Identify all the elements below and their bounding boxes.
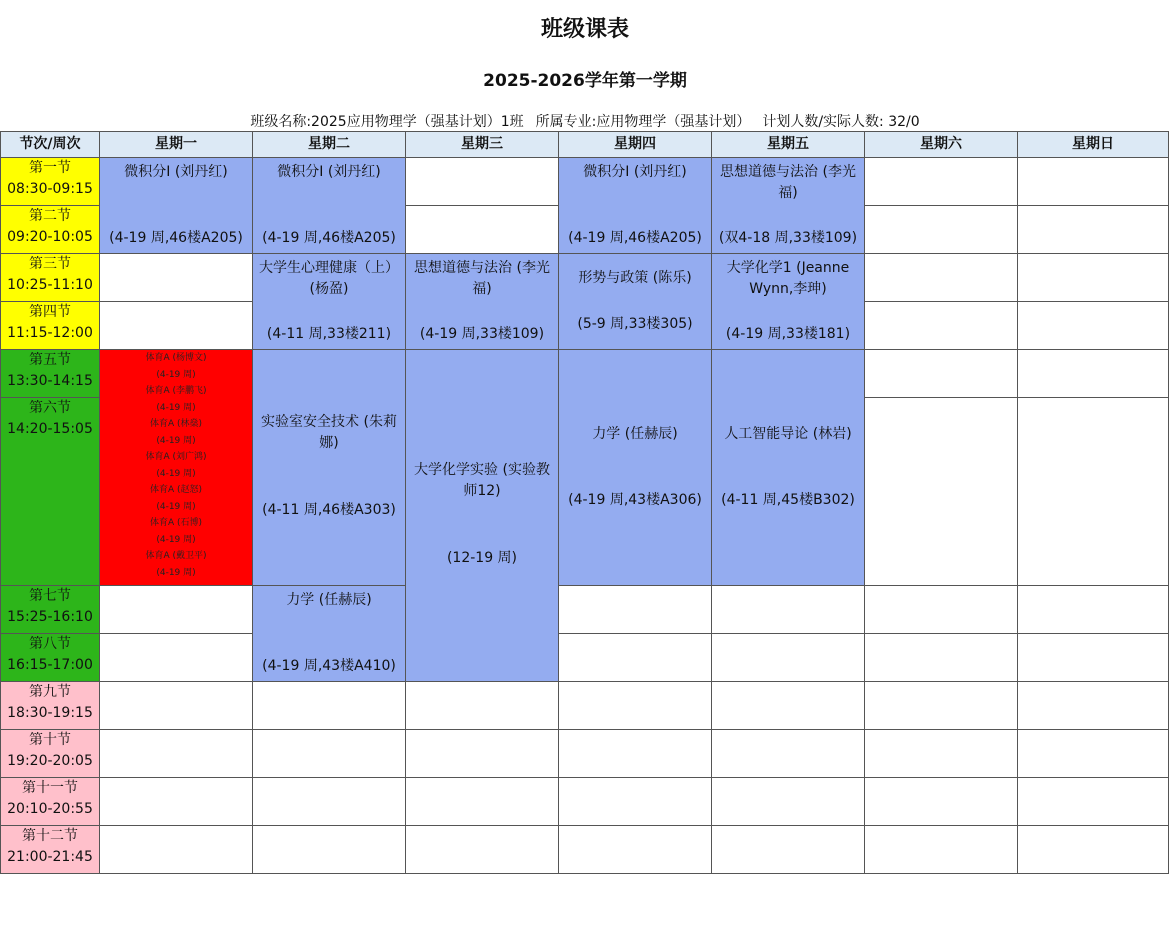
- timetable: [0, 131, 1169, 874]
- empty-cell: [712, 778, 865, 826]
- header-fri: 星期五: [712, 132, 865, 158]
- course-cell-fri-5[interactable]: 人工智能导论 (林岩) (4-11 周,45楼B302): [712, 350, 865, 586]
- empty-cell: [865, 350, 1018, 398]
- header-section: 节次/周次: [1, 132, 100, 158]
- table-row: [1, 778, 1169, 826]
- pe-item: 体育A (戴卫平) (4-19 周): [145, 551, 207, 578]
- empty-cell: [559, 826, 712, 874]
- empty-cell: [865, 254, 1018, 302]
- course-cell-fri-3[interactable]: 大学化学1 (Jeanne Wynn,李珅) (4-19 周,33楼181): [712, 254, 865, 350]
- empty-cell: [406, 206, 559, 254]
- header-wed: 星期三: [406, 132, 559, 158]
- table-row: [1, 730, 1169, 778]
- empty-cell: [1018, 206, 1169, 254]
- empty-cell: [865, 158, 1018, 206]
- empty-cell: [100, 254, 253, 302]
- empty-cell: [1018, 778, 1169, 826]
- empty-cell: [559, 634, 712, 682]
- section-label: 第七节 15:25-16:10: [1, 586, 100, 634]
- empty-cell: [406, 826, 559, 874]
- empty-cell: [559, 730, 712, 778]
- empty-cell: [865, 682, 1018, 730]
- section-label: 第九节 18:30-19:15: [1, 682, 100, 730]
- pe-item: 体育A (李鹏飞) (4-19 周): [145, 386, 207, 413]
- course-cell-fri-1[interactable]: 思想道德与法治 (李光福) (双4-18 周,33楼109): [712, 158, 865, 254]
- empty-cell: [1018, 398, 1169, 586]
- class-name: 班级名称:2025应用物理学（强基计划）1班: [250, 114, 524, 130]
- major: 所属专业:应用物理学（强基计划）: [535, 114, 751, 130]
- section-label: 第二节 09:20-10:05: [1, 206, 100, 254]
- course-cell-tue-5[interactable]: 实验室安全技术 (朱莉娜) (4-11 周,46楼A303): [253, 350, 406, 586]
- empty-cell: [712, 682, 865, 730]
- empty-cell: [1018, 826, 1169, 874]
- pe-item: 体育A (石博) (4-19 周): [149, 518, 203, 545]
- header-sun: 星期日: [1018, 132, 1169, 158]
- pe-item: 体育A (林燊) (4-19 周): [149, 419, 203, 446]
- empty-cell: [100, 634, 253, 682]
- empty-cell: [100, 826, 253, 874]
- empty-cell: [1018, 682, 1169, 730]
- header-mon: 星期一: [100, 132, 253, 158]
- section-label: 第十节 19:20-20:05: [1, 730, 100, 778]
- pe-item: 体育A (赵怒) (4-19 周): [149, 485, 203, 512]
- empty-cell: [865, 634, 1018, 682]
- section-label: 第十二节 21:00-21:45: [1, 826, 100, 874]
- empty-cell: [865, 302, 1018, 350]
- empty-cell: [559, 586, 712, 634]
- section-label: 第一节 08:30-09:15: [1, 158, 100, 206]
- section-label: 第六节 14:20-15:05: [1, 398, 100, 586]
- empty-cell: [100, 730, 253, 778]
- empty-cell: [712, 826, 865, 874]
- section-label: 第三节 10:25-11:10: [1, 254, 100, 302]
- course-cell-wed-5[interactable]: 大学化学实验 (实验教师12) (12-19 周): [406, 350, 559, 682]
- empty-cell: [865, 206, 1018, 254]
- empty-cell: [1018, 586, 1169, 634]
- empty-cell: [100, 682, 253, 730]
- empty-cell: [559, 682, 712, 730]
- empty-cell: [406, 158, 559, 206]
- empty-cell: [406, 730, 559, 778]
- table-row: [1, 826, 1169, 874]
- empty-cell: [1018, 302, 1169, 350]
- empty-cell: [865, 586, 1018, 634]
- empty-cell: [1018, 350, 1169, 398]
- empty-cell: [865, 398, 1018, 586]
- course-cell-thu-1[interactable]: 微积分I (刘丹红) (4-19 周,46楼A205): [559, 158, 712, 254]
- header-sat: 星期六: [865, 132, 1018, 158]
- empty-cell: [406, 682, 559, 730]
- course-cell-wed-3[interactable]: 思想道德与法治 (李光福) (4-19 周,33楼109): [406, 254, 559, 350]
- empty-cell: [100, 586, 253, 634]
- table-row: [1, 350, 1169, 398]
- empty-cell: [865, 826, 1018, 874]
- course-cell-tue-7[interactable]: 力学 (任赫辰) (4-19 周,43楼A410): [253, 586, 406, 682]
- table-row: [1, 586, 1169, 634]
- empty-cell: [253, 730, 406, 778]
- empty-cell: [100, 778, 253, 826]
- course-cell-thu-3[interactable]: 形势与政策 (陈乐) (5-9 周,33楼305): [559, 254, 712, 350]
- pe-item: 体育A (刘广鸿) (4-19 周): [145, 452, 207, 479]
- table-row: [1, 254, 1169, 302]
- empty-cell: [1018, 634, 1169, 682]
- course-cell-tue-1[interactable]: 微积分I (刘丹红) (4-19 周,46楼A205): [253, 158, 406, 254]
- pe-course-block[interactable]: [100, 350, 253, 586]
- course-cell-mon-1[interactable]: 微积分I (刘丹红) (4-19 周,46楼A205): [100, 158, 253, 254]
- empty-cell: [100, 302, 253, 350]
- table-row: [1, 682, 1169, 730]
- empty-cell: [253, 682, 406, 730]
- empty-cell: [406, 778, 559, 826]
- pe-item: 体育A (杨博文) (4-19 周): [145, 353, 207, 380]
- table-row: [1, 158, 1169, 206]
- empty-cell: [1018, 254, 1169, 302]
- section-label: 第五节 13:30-14:15: [1, 350, 100, 398]
- header-tue: 星期二: [253, 132, 406, 158]
- empty-cell: [865, 778, 1018, 826]
- header-row: [1, 132, 1169, 158]
- empty-cell: [712, 586, 865, 634]
- empty-cell: [253, 826, 406, 874]
- course-cell-tue-3[interactable]: 大学生心理健康（上）(杨盈) (4-11 周,33楼211): [253, 254, 406, 350]
- section-label: 第八节 16:15-17:00: [1, 634, 100, 682]
- empty-cell: [253, 778, 406, 826]
- empty-cell: [559, 778, 712, 826]
- empty-cell: [712, 730, 865, 778]
- semester-title: 2025-2026学年第一学期: [483, 71, 687, 91]
- class-info: [0, 111, 1170, 131]
- empty-cell: [865, 730, 1018, 778]
- page-title: 班级课表: [540, 17, 629, 42]
- header-thu: 星期四: [559, 132, 712, 158]
- section-label: 第十一节 20:10-20:55: [1, 778, 100, 826]
- course-cell-thu-5[interactable]: 力学 (任赫辰) (4-19 周,43楼A306): [559, 350, 712, 586]
- table-row: [1, 634, 1169, 682]
- enrollment: 计划人数/实际人数: 32/0: [762, 114, 920, 130]
- section-label: 第四节 11:15-12:00: [1, 302, 100, 350]
- empty-cell: [1018, 158, 1169, 206]
- empty-cell: [712, 634, 865, 682]
- empty-cell: [1018, 730, 1169, 778]
